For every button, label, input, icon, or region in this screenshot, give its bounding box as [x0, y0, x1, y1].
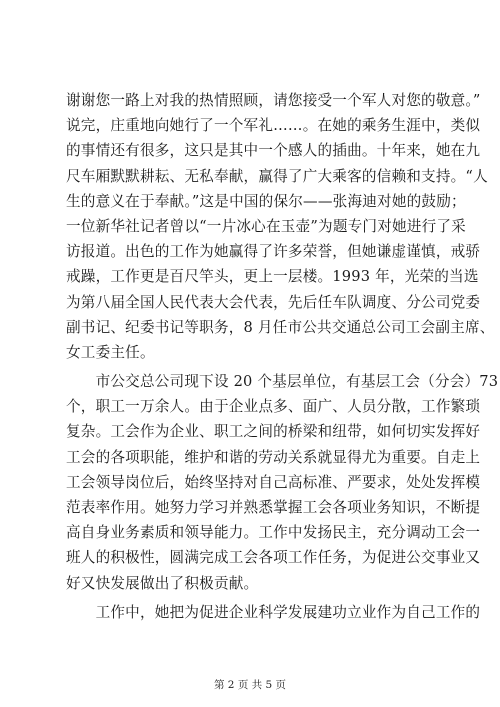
text-line: 工作中，她把为促进企业科学发展建功立业作为自己工作的	[66, 603, 481, 621]
text-line: 工会的各项职能，维护和谐的劳动关系就显得尤为重要。自走上	[66, 448, 481, 466]
text-line: 副书记、纪委书记等职务，8 月任市公共交通总公司工会副主席、	[66, 318, 495, 336]
text-line: 一位新华社记者曾以“一片冰心在玉壶”为题专门对她进行了采	[66, 217, 466, 235]
page-footer: 第 2 页 共 5 页	[213, 679, 287, 691]
text-line: 复杂。工会作为企业、职工之间的桥梁和纽带，如何切实发挥好	[66, 423, 481, 441]
text-line: 生的意义在于奉献。”这是中国的保尔——张海迪对她的鼓励；	[66, 192, 466, 210]
text-line: 个，职工一万余人。由于企业点多、面广、人员分散，工作繁琐	[66, 398, 481, 416]
text-line: 的事情还有很多，这只是其中一个感人的插曲。十年来，她在九	[66, 142, 481, 160]
text-line: 女工委主任。	[66, 343, 155, 361]
text-line: 说完，庄重地向她行了一个军礼……。在她的乘务生涯中，类似	[66, 117, 481, 135]
body-text	[66, 88, 499, 625]
text-line: 工会领导岗位后，始终坚持对自己高标准、严要求，处处发挥模	[66, 473, 481, 491]
text-line: 班人的积极性，圆满完成工会各项工作任务，为促进公交事业又	[66, 549, 481, 567]
text-line: 谢谢您一路上对我的热情照顾，请您接受一个军人对您的敬意。”	[66, 92, 481, 109]
text-line: 为第八届全国人民代表大会代表，先后任车队调度、分公司党委	[66, 293, 481, 311]
text-line: 高自身业务素质和领导能力。工作中发扬民主，充分调动工会一	[66, 524, 481, 542]
text-line: 访报道。出色的工作为她赢得了许多荣誉，但她谦虚谨慎，戒骄	[66, 243, 481, 261]
text-line: 范表率作用。她努力学习并熟悉掌握工会各项业务知识，不断提	[66, 499, 481, 516]
text-line: 尺车厢默默耕耘、无私奉献，赢得了广大乘客的信赖和支持。“人	[66, 167, 488, 185]
text-line: 市公交总公司现下设 20 个基层单位，有基层工会（分会）73	[66, 373, 499, 391]
text-line: 戒躁，工作更是百尺竿头，更上一层楼。1993 年，光荣的当选	[66, 268, 479, 286]
text-line: 好又快发展做出了积极贡献。	[66, 574, 259, 592]
